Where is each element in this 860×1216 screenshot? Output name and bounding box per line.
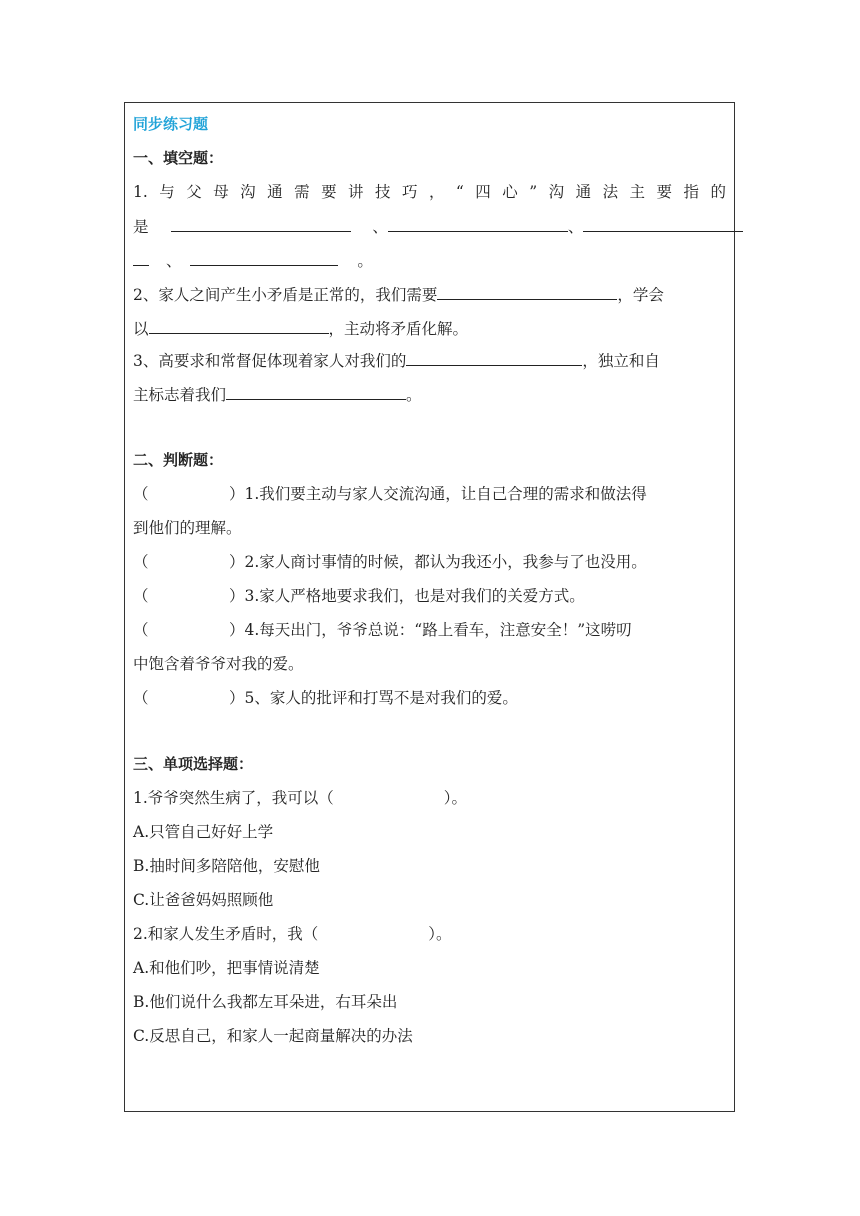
judge-item-1 — [133, 483, 726, 505]
section2-heading: 二、判断题： — [133, 451, 224, 469]
q1-line1-char: 指 — [683, 183, 699, 201]
choice-q1-stem — [133, 787, 726, 809]
blank-8[interactable] — [226, 383, 406, 400]
choice-q1-option-a: A.只管自己好好上学 — [133, 823, 274, 841]
q1-line1-char: 心 — [502, 183, 518, 201]
blank-4[interactable] — [190, 249, 338, 266]
q3-text-d: 。 — [406, 386, 422, 404]
choice-q2-option-c: C.反思自己，和家人一起商量解决的办法 — [133, 1027, 413, 1045]
q1-line1-char: 父 — [186, 183, 202, 201]
blank-7[interactable] — [406, 349, 582, 366]
worksheet-title: 同步练习题 — [133, 115, 209, 133]
judge-item-5-text: ）5、家人的批评和打骂不是对我们的爱。 — [229, 689, 518, 707]
q1-line1-char: 讲 — [348, 183, 364, 201]
blank-3-cont[interactable] — [133, 249, 149, 266]
judge-item-2-text: ）2.家人商讨事情的时候，都认为我还小，我参与了也没用。 — [229, 553, 647, 571]
q1-line2-start: 是 — [133, 218, 149, 236]
q1-line1-char: 的 — [710, 183, 726, 201]
judge-item-4-cont: 中饱含着爷爷对我的爱。 — [133, 655, 304, 673]
answer-paren-4[interactable]: （ — [133, 621, 149, 639]
q1-line1-char: 要 — [656, 183, 673, 201]
choice-q2-stem-text: 2.和家人发生矛盾时，我（ — [133, 925, 319, 943]
q2-text-d: ，主动将矛盾化解。 — [328, 320, 469, 338]
q1-sep2: 、 — [567, 218, 584, 236]
q3-line2 — [133, 383, 726, 406]
blank-2[interactable] — [388, 215, 568, 232]
q2-text-a: 2、家人之间产生小矛盾是正常的，我们需要 — [133, 286, 438, 304]
q1-line1-char: 1. — [133, 183, 148, 201]
judge-item-1-text: ）1.我们要主动与家人交流沟通，让自己合理的需求和做法得 — [229, 485, 647, 503]
q1-line1-char: 技 — [375, 183, 391, 201]
q1-line1-char: 通 — [575, 183, 592, 201]
answer-paren-3[interactable]: （ — [133, 587, 149, 605]
judge-item-2 — [133, 551, 726, 573]
q1-line2 — [133, 215, 726, 238]
q2-text-b: ，学会 — [617, 286, 664, 304]
judge-item-5 — [133, 687, 726, 709]
q3-text-a: 3、高要求和常督促体现着家人对我们的 — [133, 352, 407, 370]
q3-line1 — [133, 349, 726, 372]
q1-line1-char: “ — [455, 183, 464, 201]
q3-text-b: ，独立和自 — [582, 352, 660, 370]
section1-heading: 一、填空题： — [133, 149, 224, 167]
q1-line1 — [133, 181, 726, 203]
choice-q2-stem-end: ）。 — [428, 925, 452, 943]
answer-paren-5[interactable]: （ — [133, 689, 149, 707]
q2-line1 — [133, 283, 726, 306]
choice-q1-option-b: B.抽时间多陪陪他，安慰他 — [133, 857, 320, 875]
q1-sep1: 、 — [372, 218, 388, 236]
section3-heading: 三、单项选择题： — [133, 755, 254, 773]
answer-paren-2[interactable]: （ — [133, 553, 149, 571]
choice-q1-option-c: C.让爸爸妈妈照顾他 — [133, 891, 274, 909]
judge-item-1-cont: 到他们的理解。 — [133, 519, 242, 537]
q1-line1-char: 主 — [629, 183, 646, 201]
worksheet-frame — [124, 102, 735, 1112]
q2-line2 — [133, 317, 726, 340]
q1-line1-char: 巧 — [401, 183, 418, 201]
q1-line1-char: 与 — [159, 183, 175, 201]
q1-line3 — [133, 249, 726, 272]
choice-q1-stem-end: ）。 — [443, 789, 468, 807]
q1-line1-char: 通 — [267, 183, 283, 201]
choice-q2-stem — [133, 923, 726, 945]
blank-5[interactable] — [437, 283, 617, 300]
q1-line1-char: 法 — [602, 183, 619, 201]
judge-item-3 — [133, 585, 726, 607]
q1-line1-char: 沟 — [548, 183, 565, 201]
judge-item-3-text: ）3.家人严格地要求我们，也是对我们的关爱方式。 — [229, 587, 585, 605]
q1-end: 。 — [357, 252, 373, 270]
q3-text-c: 主标志着我们 — [133, 386, 227, 404]
q2-text-c: 以 — [133, 320, 149, 338]
blank-6[interactable] — [149, 317, 329, 334]
answer-paren-1[interactable]: （ — [133, 485, 149, 503]
choice-q1-stem-text: 1.爷爷突然生病了，我可以（ — [133, 789, 334, 807]
judge-item-4-text: ）4.每天出门，爷爷总说：“路上看车，注意安全！”这唠叨 — [229, 621, 632, 639]
blank-3[interactable] — [583, 215, 743, 232]
choice-q2-option-a: A.和他们吵，把事情说清楚 — [133, 959, 320, 977]
judge-item-4 — [133, 619, 726, 641]
choice-q2-option-b: B.他们说什么我都左耳朵进，右耳朵出 — [133, 993, 398, 1011]
q1-line1-char: 沟 — [240, 183, 256, 201]
blank-1[interactable] — [171, 215, 351, 232]
q1-line1-char: 四 — [475, 183, 491, 201]
q1-line3-sep: 、 — [165, 252, 182, 270]
q1-line1-char: 需 — [294, 183, 310, 201]
q1-line1-char: ， — [428, 183, 445, 201]
q1-line1-char: 母 — [213, 183, 229, 201]
q1-line1-char: 要 — [321, 183, 337, 201]
q1-line1-char: ” — [529, 183, 538, 201]
